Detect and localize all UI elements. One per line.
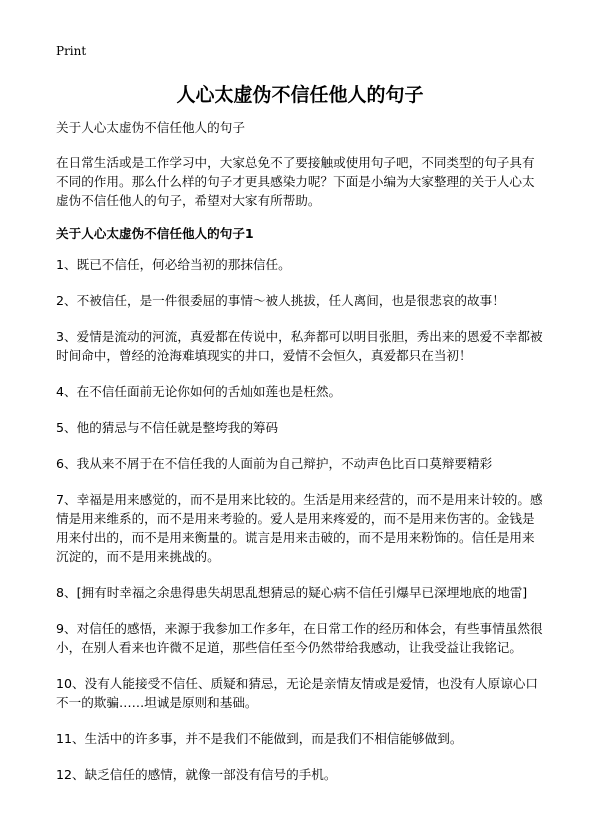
intro-paragraph: 在日常生活或是工作学习中，大家总免不了要接触或使用句子吧，不同类型的句子具有不同的作用。那么什么样的句子才更具感染力呢？下面是小编为大家整理的关于人心太虚伪不信任他人的句子，希望对大家有所帮助。: [56, 155, 535, 208]
list-item: 4、在不信任面前无论你如何的舌灿如莲也是枉然。: [56, 384, 342, 399]
list-item: 3、爱情是流动的河流，真爱都在传说中，私奔都可以明目张胆，秀出来的恩爱不幸都被时间命中，曾经的沧海难填现实的井口，爱情不会恒久，真爱都只在当初！: [56, 329, 543, 363]
list-item: 1、既已不信任，何必给当初的那抹信任。: [56, 257, 291, 272]
list-item: 5、他的猜忌与不信任就是整垮我的筹码: [56, 420, 279, 435]
section-heading: 关于人心太虚伪不信任他人的句子1: [56, 226, 254, 241]
print-link[interactable]: Print: [56, 44, 87, 58]
list-item: 11、生活中的许多事，并不是我们不能做到，而是我们不相信能够做到。: [56, 731, 463, 746]
list-item: 8、[拥有时幸福之余患得患失胡思乱想猜忌的疑心病不信任引爆早已深埋地底的地雷]: [56, 585, 528, 600]
list-item: 2、不被信任，是一件很委屈的事情～被人挑拔，任人离间，也是很悲哀的故事！: [56, 293, 505, 308]
list-item: 12、缺乏信任的感情，就像一部没有信号的手机。: [56, 767, 337, 782]
list-item: 6、我从来不屑于在不信任我的人面前为自己辩护，不动声色比百口莫辩要精彩: [56, 456, 493, 471]
list-item: 9、对信任的感悟，来源于我参加工作多年，在日常工作的经历和体会，有些事情虽然很小，在别人看来也许微不足道，那些信任至今仍然带给我感动，让我受益让我铭记。: [56, 621, 543, 655]
page-title: 人心太虚伪不信任他人的句子: [176, 84, 424, 106]
list-item: 7、幸福是用来感觉的，而不是用来比较的。生活是用来经营的，而不是用来计较的。感情是用来维系的，而不是用来考验的。爱人是用来疼爱的，而不是用来伤害的。金钱是用来付出的，而不是用来衡量的。谎言是用来击破的，而不是用来粉饰的。信任是用来沉淀的，而不是用来挑战的。: [56, 492, 543, 564]
document-body: [56, 118, 546, 801]
list-item: 10、没有人能接受不信任、质疑和猜忌，无论是亲情友情或是爱情，也没有人原谅心口不一的欺骗……坦诚是原则和基础。: [56, 676, 538, 710]
document-subtitle: 关于人心太虚伪不信任他人的句子: [56, 120, 245, 135]
